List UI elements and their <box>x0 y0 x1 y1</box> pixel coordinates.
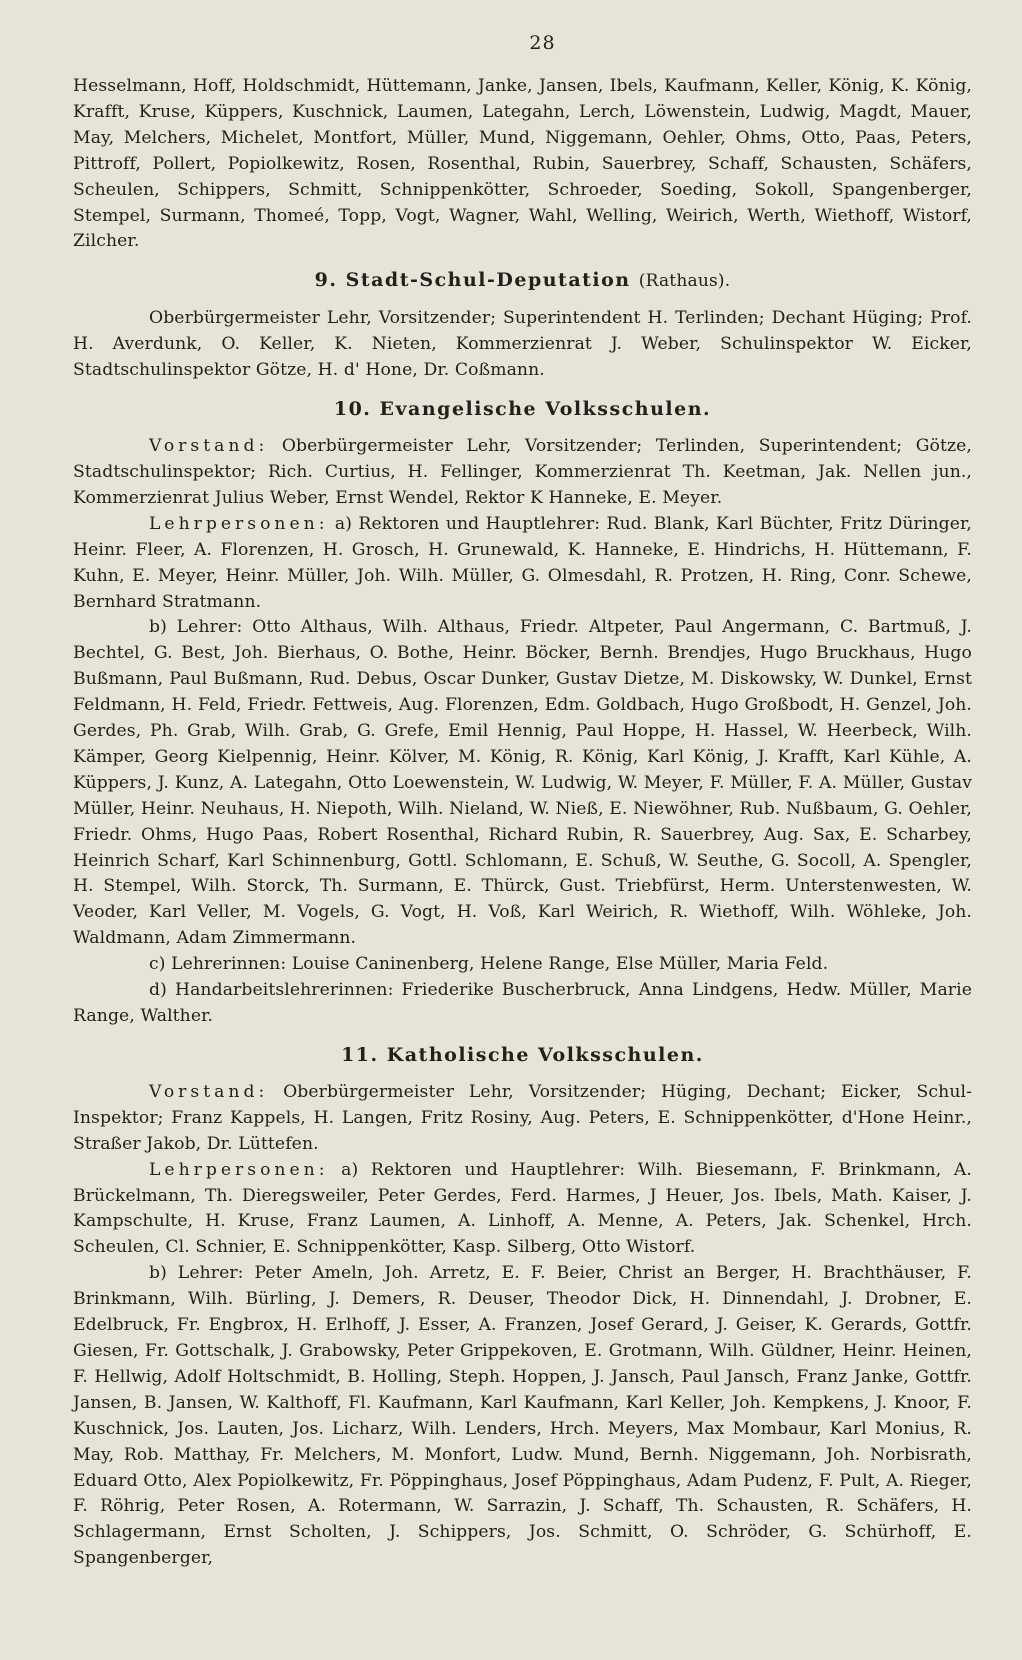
section-10-lehrerinnen: c) Lehrerinnen: Louise Caninenberg, Helene Range, Else Müller, Maria Feld. <box>149 954 829 975</box>
section-11-vorstand <box>73 1080 972 1158</box>
intro-paragraph: Hesselmann, Hoff, Holdschmidt, Hüttemann, Janke, Jansen, Ibels, Kaufmann, Keller, König, K. König, Krafft, Kruse, Küppers, Kuschnick, Laumen, Lategahn, Lerch, Löwenstein, Ludwig, Magdt, Mauer, May, Melchers, Michelet, Montfort, Müller, Mund, Niggemann, Oehler, Ohms, Otto, Paas, Peters, Pittroff, Pollert, Popiolkewitz, Rosen, Rosenthal, Rubin, Sauerbrey, Schaff, Schausten, Schäfers, Scheulen, Schippers, Schmitt, Schnippenkötter, Schroeder, Soeding, Sokoll, Spangenberger, Stempel, Surmann, Thomeé, Topp, Vogt, Wagner, Wahl, Welling, Weirich, Werth, Wiethoff, Wistorf, Zilcher. <box>73 76 972 252</box>
section-10-heading: 10. Evangelische Volksschulen. <box>333 398 712 421</box>
page-number: 28 <box>529 32 556 54</box>
section-9-heading-tail: (Rathaus). <box>638 271 731 292</box>
section-11-lehrer: b) Lehrer: Peter Ameln, Joh. Arretz, E. F. Beier, Christ an Berger, H. Brachthäuser, F. Brinkmann, Wilh. Bürling, J. Demers, R. Deuser, Theodor Dick, H. Dinnendahl, J. Drobner, E. Edelbruck, Fr. Engbrox, H. Erlhoff, J. Esser, A. Franzen, Josef Gerard, J. Geiser, K. Gerards, Gottfr. Giesen, Fr. Gottschalk, J. Grabowsky, Peter Grippekoven, E. Grotmann, Wilh. Güldner, Heinr. Heinen, F. Hellwig, Adolf Holtschmidt, B. Holling, Steph. Hoppen, J. Jansch, Paul Jansch, Franz Janke, Gottfr. Jansen, B. Jansen, W. Kalthoff, Fl. Kaufmann, Karl Kaufmann, Karl Keller, Joh. Kempkens, J. Knoor, F. Kuschnick, Jos. Lauten, Jos. Licharz, Wilh. Lenders, Hrch. Meyers, Max Mombaur, Karl Monius, R. May, Rob. Matthay, Fr. Melchers, M. Monfort, Ludw. Mund, Bernh. Niggemann, Joh. Norbisrath, Eduard Otto, Alex Popiolkewitz, Fr. Pöppinghaus, Josef Pöppinghaus, Adam Pudenz, F. Pult, A. Rieger, F. Röhrig, Peter Rosen, A. Rotermann, W. Sarrazin, J. Schaff, Th. Schausten, R. Schäfers, H. Schlagermann, Ernst Scholten, J. Schippers, Jos. Schmitt, O. Schröder, G. Schürhoff, E. Spangenberger, <box>73 1263 972 1569</box>
section-10-lehr-text: a) Rektoren und Hauptlehrer: Rud. Blank, Karl Büchter, Fritz Düringer, Heinr. Fleer, A. Florenzen, H. Grosch, H. Grunewald, K. Hanneke, E. Hindrichs, H. Hüttemann, F. Kuhn, E. Meyer, Heinr. Müller, Joh. Wilh. Müller, G. Olmesdahl, R. Protzen, H. Ring, Conr. Schewe, Bernhard Stratmann. <box>73 513 972 612</box>
section-10-vorstand-text: Oberbürgermeister Lehr, Vorsitzender; Terlinden, Superintendent; Götze, Stadtschulinspektor; Rich. Curtius, H. Fellinger, Kommerzienrat Th. Keetman, Jak. Nellen jun., Kommerzienrat Julius Weber, Ernst Wendel, Rektor K Hanneke, E. Meyer. <box>73 436 972 508</box>
section-10-handarbeit: d) Handarbeitslehrerinnen: Friederike Buscherbruck, Anna Lindgens, Hedw. Müller, Marie Range, Walther. <box>73 980 972 1026</box>
section-10-vorstand-label: Vorstand: <box>149 436 269 457</box>
section-11-vorstand-label: Vorstand: <box>149 1081 269 1102</box>
section-9-body: Oberbürgermeister Lehr, Vorsitzender; Superintendent H. Terlinden; Dechant Hüging; Prof. H. Averdunk, O. Keller, K. Nieten, Kommerzienrat J. Weber, Schulinspektor W. Eicker, Stadtschulinspektor Götze, H. d' Hone, Dr. Coßmann. <box>73 308 972 381</box>
section-10-lehr-label: Lehrpersonen: <box>149 513 329 534</box>
section-11-lehr-label: Lehrpersonen: <box>149 1159 329 1180</box>
section-10-lehrer: b) Lehrer: Otto Althaus, Wilh. Althaus, Friedr. Altpeter, Paul Angermann, C. Bartmuß, J. Bechtel, G. Best, Joh. Bierhaus, O. Bothe, Heinr. Böcker, Bernh. Brendjes, Hugo Bruckhaus, Hugo Bußmann, Paul Bußmann, Rud. Debus, Oscar Dunker, Gustav Dietze, M. Diskowsky, W. Dunkel, Ernst Feldmann, H. Feld, Friedr. Fettweis, Aug. Florenzen, Edm. Goldbach, Hugo Großbodt, H. Genzel, Joh. Gerdes, Ph. Grab, Wilh. Grab, G. Grefe, Emil Hennig, Paul Hoppe, H. Hassel, W. Heerbeck, Wilh. Kämper, Georg Kielpennig, Heinr. Kölver, M. König, R. König, Karl König, J. Krafft, Karl Kühle, A. Küppers, J. Kunz, A. Lategahn, Otto Loewenstein, W. Ludwig, W. Meyer, F. Müller, F. A. Müller, Gustav Müller, Heinr. Neuhaus, H. Niepoth, Wilh. Nieland, W. Nieß, E. Niewöhner, Rub. Nußbaum, G. Oehler, Friedr. Ohms, Hugo Paas, Robert Rosenthal, Richard Rubin, R. Sauerbrey, Aug. Sax, E. Scharbey, Heinrich Scharf, Karl Schinnenburg, Gottl. Schlomann, E. Schuß, W. Seuthe, G. Socoll, A. Spengler, H. Stempel, Wilh. Storck, Th. Surmann, E. Thürck, Gust. Triebfürst, Herm. Unterstenwesten, W. Veoder, Karl Veller, M. Vogels, G. Vogt, H. Voß, Karl Weirich, R. Wiethoff, Wilh. Wöhleke, Joh. Waldmann, Adam Zimmermann. <box>73 617 972 949</box>
section-9-heading <box>73 266 972 295</box>
section-11-vorstand-text: Oberbürgermeister Lehr, Vorsitzender; Hüging, Dechant; Eicker, Schul-Inspektor; Franz Kappels, H. Langen, Fritz Rosiny, Aug. Peters, E. Schnippenkötter, d'Hone Heinr., Straßer Jakob, Dr. Lüttefen. <box>73 1081 972 1154</box>
section-9-title: 9. Stadt-Schul-Deputation <box>314 269 631 292</box>
section-11-lehrpersonen <box>73 1158 972 1262</box>
section-11-heading: 11. Katholische Volksschulen. <box>341 1043 704 1066</box>
section-10-vorstand <box>73 434 972 512</box>
section-11-lehr-text: a) Rektoren und Hauptlehrer: Wilh. Biesemann, F. Brinkmann, A. Brückelmann, Th. Dieregsweiler, Peter Gerdes, Ferd. Harmes, J Heuer, Jos. Ibels, Math. Kaiser, J. Kampschulte, H. Kruse, Franz Laumen, A. Linhoff, A. Menne, A. Peters, Jak. Schenkel, Hrch. Scheulen, Cl. Schnier, E. Schnippenkötter, Kasp. Silberg, Otto Wistorf. <box>73 1159 972 1258</box>
section-10-lehrpersonen <box>73 512 972 616</box>
